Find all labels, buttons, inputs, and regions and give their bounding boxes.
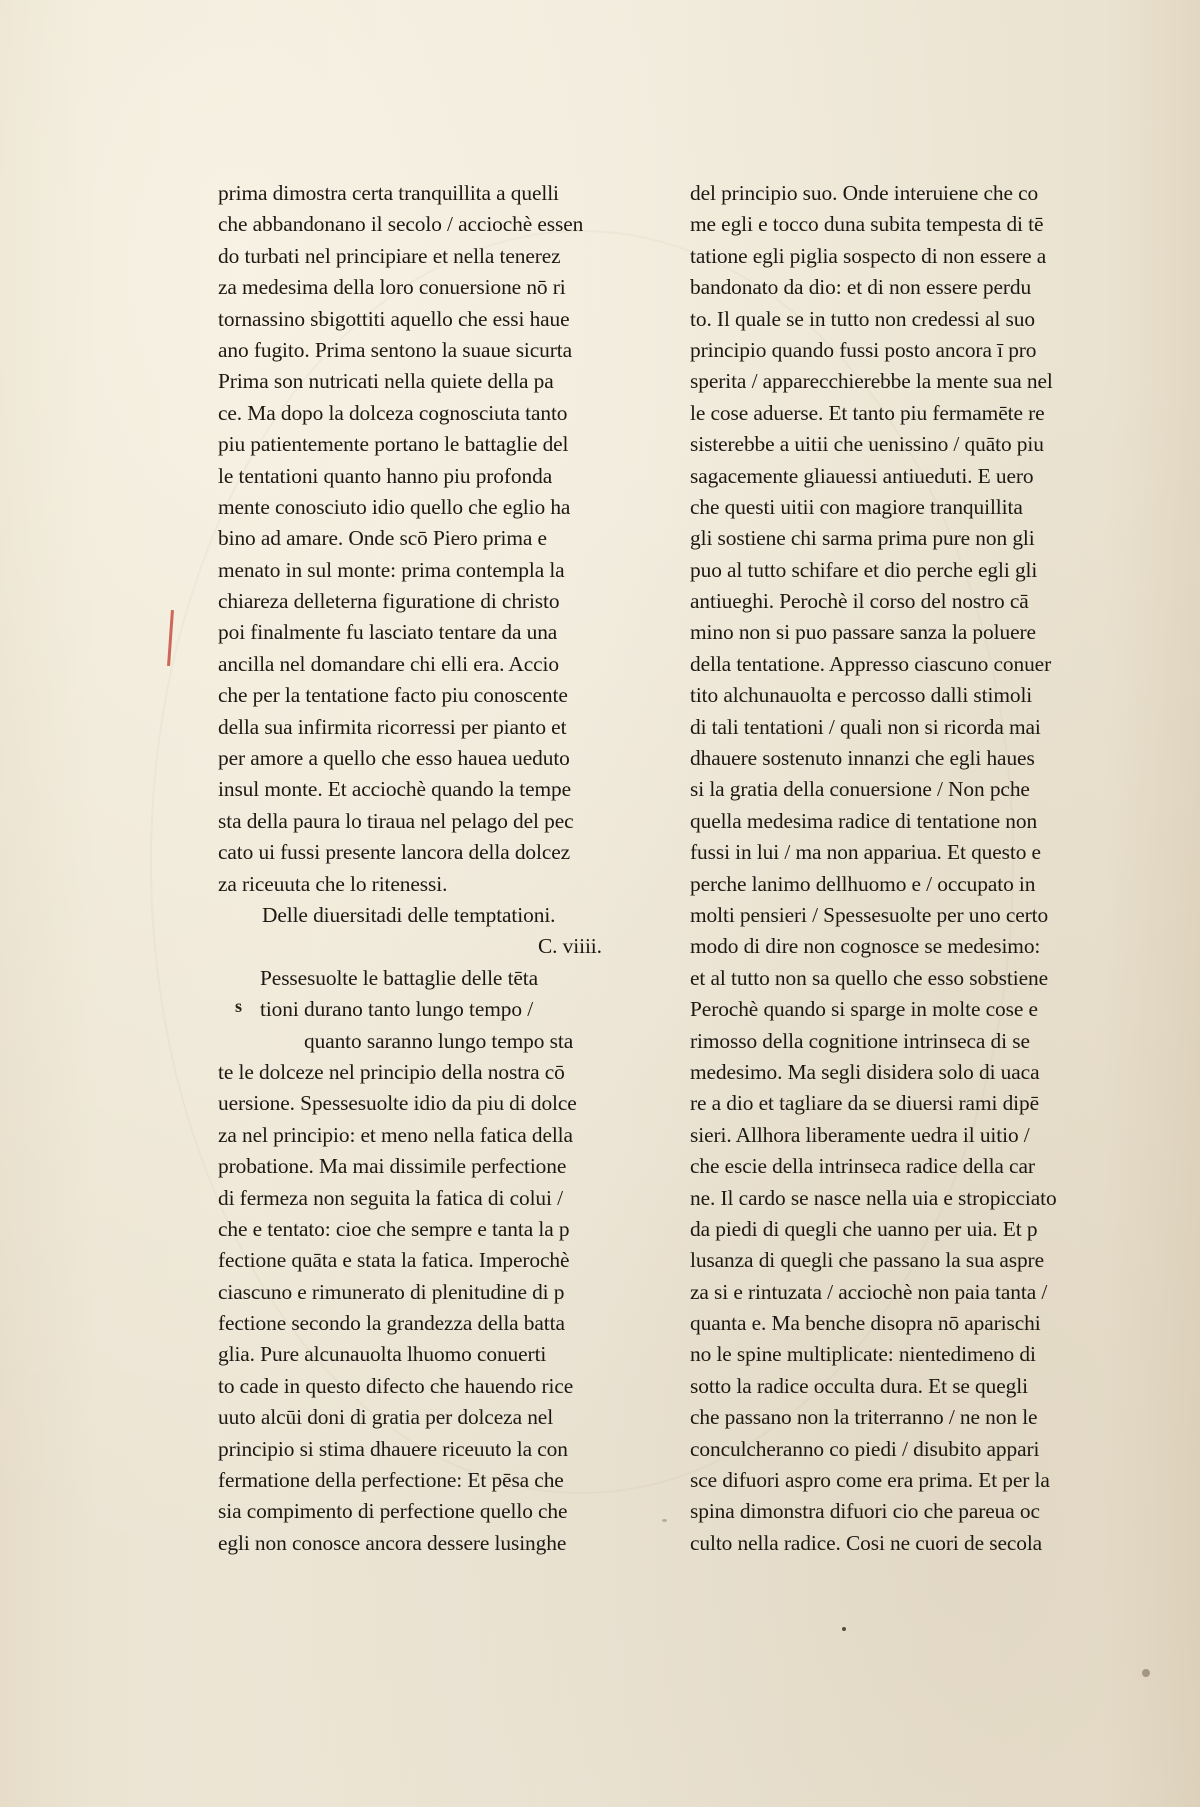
text-line: rimosso della cognitione intrinseca di se (690, 1028, 1030, 1053)
text-line: dhauere sostenuto innanzi che egli haues (690, 746, 1035, 771)
text-line: menato in sul monte: prima contempla la (218, 557, 565, 582)
text-line: che e tentato: cioe che sempre e tanta la p (218, 1216, 570, 1241)
ink-speck (662, 1519, 667, 1522)
text-line: za nel principio: et meno nella fatica della (218, 1122, 573, 1147)
text-line: per amore a quello che esso hauea ueduto (218, 746, 570, 771)
text-line: mente conosciuto idio quello che eglio ha (218, 494, 571, 519)
text-line: antiueghi. Perochè il corso del nostro cā (690, 589, 1029, 614)
text-line: di tali tentationi / quali non si ricorda mai (690, 714, 1041, 739)
text-line: te le dolceze nel principio della nostra cō (218, 1059, 565, 1084)
text-line: me egli e tocco duna subita tempesta di tē (690, 212, 1044, 237)
left-text-column (218, 178, 650, 1559)
text-line: poi finalmente fu lasciato tentare da una (218, 620, 558, 645)
text-line: fussi in lui / ma non appariua. Et questo e (690, 840, 1041, 865)
right-text-column (690, 178, 1130, 1559)
text-line: di fermeza non seguita la fatica di colui / (218, 1185, 563, 1210)
text-line: ne. Il cardo se nasce nella uia e stropicciato (690, 1185, 1057, 1210)
text-line: za riceuuta che lo ritenessi. (218, 871, 448, 896)
text-line: egli non conosce ancora dessere lusinghe (218, 1530, 567, 1555)
text-line: Perochè quando si sparge in molte cose e (690, 997, 1038, 1022)
text-line: perche lanimo dellhuomo e / occupato in (690, 871, 1036, 896)
ink-speck (842, 1627, 846, 1631)
text-line: sperita / apparecchierebbe la mente sua nel (690, 369, 1053, 394)
text-line: sta della paura lo tiraua nel pelago del pec (218, 808, 574, 833)
text-line: quella medesima radice di tentatione non (690, 808, 1038, 833)
chapter-number: C. viiii. (538, 934, 602, 959)
text-line: ce. Ma dopo la dolceza cognosciuta tanto (218, 400, 568, 425)
ink-speck (1142, 1669, 1150, 1677)
text-line: sia compimento di perfectione quello che (218, 1499, 568, 1524)
text-line: medesimo. Ma segli disidera solo di uaca (690, 1059, 1040, 1084)
text-line: tioni durano tanto lungo tempo / (260, 997, 534, 1022)
text-line: molti pensieri / Spessesuolte per uno certo (690, 902, 1049, 927)
text-line: bino ad amare. Onde scō Piero prima e (218, 526, 547, 551)
text-line: da piedi di quegli che uanno per uia. Et p (690, 1216, 1038, 1241)
text-line: prima dimostra certa tranquillita a quelli (218, 181, 559, 205)
text-line: sieri. Allhora liberamente uedra il uitio / (690, 1122, 1030, 1147)
text-line: fermatione della perfectione: Et pēsa che (218, 1468, 564, 1493)
text-line: uuto alcūi doni di gratia per dolceza nel (218, 1405, 554, 1430)
text-line: sce difuori aspro come era prima. Et per la (690, 1468, 1050, 1493)
text-line: sotto la radice occulta dura. Et se quegli (690, 1373, 1028, 1398)
text-line: bandonato da dio: et di non essere perdu (690, 275, 1032, 300)
text-line: insul monte. Et acciochè quando la tempe (218, 777, 571, 802)
text-line: no le spine multiplicate: nientedimeno di (690, 1342, 1036, 1367)
text-line: cato ui fussi presente lancora della dolcez (218, 840, 571, 865)
text-line: do turbati nel principiare et nella tenerez (218, 243, 561, 268)
text-line: to. Il quale se in tutto non credessi al suo (690, 306, 1035, 331)
text-line: che per la tentatione facto piu conoscente (218, 683, 568, 708)
text-line: della sua infirmita ricorressi per pianto et (218, 714, 567, 739)
text-line: tornassino sbigottiti aquello che essi haue (218, 306, 570, 331)
text-line: mino non si puo passare sanza la poluere (690, 620, 1036, 645)
text-line: re a dio et tagliare da se diuersi rami dipē (690, 1091, 1039, 1116)
text-line: che escie della intrinseca radice della car (690, 1154, 1035, 1179)
text-line: le tentationi quanto hanno piu profonda (218, 463, 553, 488)
text-line: quanta e. Ma benche disopra nō aparischi (690, 1311, 1041, 1336)
chapter-heading: Delle diuersitadi delle temptationi. (262, 902, 556, 927)
text-line: probatione. Ma mai dissimile perfectione (218, 1154, 567, 1179)
text-line: ancilla nel domandare chi elli era. Accio (218, 651, 559, 676)
text-line: Prima son nutricati nella quiete della pa (218, 369, 554, 394)
text-line: le cose aduerse. Et tanto piu fermamēte re (690, 400, 1045, 425)
text-line: Pessesuolte le battaglie delle tēta (260, 965, 539, 990)
text-line: to cade in questo difecto che hauendo rice (218, 1373, 574, 1398)
text-line: si la gratia della conuersione / Non pche (690, 777, 1030, 802)
text-line: culto nella radice. Cosi ne cuori de secola (690, 1530, 1043, 1555)
text-line: sagacemente gliauessi antiueduti. E uero (690, 463, 1034, 488)
text-line: chiareza delleterna figuratione di christo (218, 589, 560, 614)
text-line: glia. Pure alcunauolta lhuomo conuerti (218, 1342, 547, 1367)
text-line: ciascuno e rimunerato di plenitudine di p (218, 1279, 565, 1304)
text-line: che abbandonano il secolo / acciochè essen (218, 212, 584, 237)
text-line: tatione egli piglia sospecto di non essere a (690, 243, 1047, 268)
text-line: tito alchunauolta e percosso dalli stimoli (690, 683, 1033, 708)
text-line: principio si stima dhauere riceuuto la con (218, 1436, 568, 1461)
text-line: della tentatione. Appresso ciascuno conuer (690, 651, 1052, 676)
text-line: che questi uitii con magiore tranquillita (690, 494, 1023, 519)
text-line: conculcheranno co piedi / disubito appari (690, 1436, 1040, 1461)
text-line: quanto saranno lungo tempo sta (304, 1028, 574, 1053)
text-line: spina dimonstra difuori cio che pareua oc (690, 1499, 1040, 1524)
text-line: piu patientemente portano le battaglie del (218, 432, 569, 457)
text-line: sisterebbe a uitii che uenissino / quāto piu (690, 432, 1044, 457)
text-line: del principio suo. Onde interuiene che co (690, 181, 1039, 205)
text-line: fectione secondo la grandezza della batta (218, 1311, 565, 1336)
text-line: uersione. Spessesuolte idio da piu di dolce (218, 1091, 577, 1116)
text-line: principio quando fussi posto ancora ī pro (690, 337, 1037, 362)
text-line: gli sostiene chi sarma prima pure non gli (690, 526, 1035, 551)
text-line: za medesima della loro conuersione nō ri (218, 275, 566, 300)
text-line: che passano non la triterranno / ne non le (690, 1405, 1038, 1430)
text-line: puo al tutto schifare et dio perche egli gli (690, 557, 1038, 582)
text-line: et al tutto non sa quello che esso sobstiene (690, 965, 1048, 990)
text-line: lusanza di quegli che passano la sua aspre (690, 1248, 1044, 1273)
text-line: fectione quāta e stata la fatica. Imperochè (218, 1248, 570, 1273)
text-line: ano fugito. Prima sentono la suaue sicurta (218, 337, 573, 362)
text-line: modo di dire non cognosce se medesimo: (690, 934, 1041, 959)
text-line: za si e rintuzata / acciochè non paia tanta / (690, 1279, 1048, 1304)
initial-letter: s (235, 996, 243, 1016)
